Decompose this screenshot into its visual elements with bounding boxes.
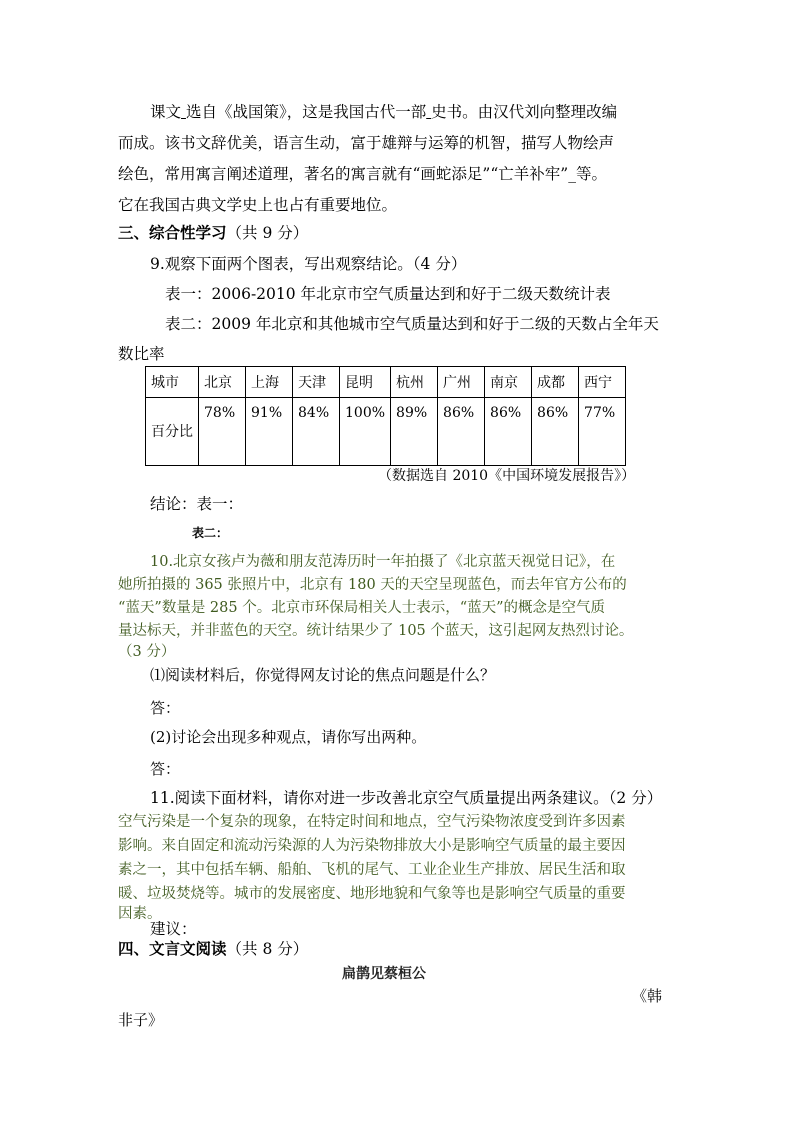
heading-text: 四、文言文阅读 [118,939,227,958]
table-cell: 84% [293,398,340,466]
table-cell: 100% [340,398,391,466]
suggestion-label: 建议： [150,920,197,938]
table-row [146,367,626,398]
question-10-line-5: （3 分） [118,644,176,660]
table-header-city: 城市 [146,367,199,398]
city-percent-table [145,366,626,466]
intro-text: 绘色，常用寓言阐述道理，著名的寓言就有“画蛇添足”“亡羊补牢” [118,165,569,183]
question-10-line-4: 量达标天，并非蓝色的天空。统计结果少了 105 个蓝天，这引起网友热烈讨论。 [118,623,634,639]
section4-heading [118,937,308,959]
question-10-line-1: 10.北京女孩卢为薇和朋友范涛历时一年拍摄了《北京蓝天视觉日记》，在 [150,554,616,570]
heading-text: 三、综合性学习 [118,223,227,242]
question-11-material-5: 因素。 [118,906,162,922]
table-cell: 86% [485,398,532,466]
question-11-material-2: 影响。来自固定和流动污染源的人为污染物排放大小是影响空气质量的最主要因 [118,838,626,854]
table2-title-cont: 数比率 [118,345,165,363]
table-cell: 86% [532,398,579,466]
intro-text: 史书。由汉代刘向整理改编 [431,103,618,121]
question-11: 11.阅读下面材料，请你对进一步改善北京空气质量提出两条建议。（2 分） [150,789,663,807]
table-cell: 78% [199,398,246,466]
table-header-percent: 百分比 [146,398,199,466]
section3-heading [118,221,308,243]
heading-score: （共 9 分） [226,224,309,242]
intro-line-3 [118,162,607,184]
question-11-material-1: 空气污染是一个复杂的现象，在特定时间和地点，空气污染物浓度受到许多因素 [118,814,626,830]
question-10-sub-1: ⑴阅读材料后，你觉得网友讨论的焦点问题是什么？ [150,666,496,684]
table2-title: 表二：2009 年北京和其他城市空气质量达到和好于二级的天数占全年天 [165,315,659,333]
question-11-material-4: 暖、垃圾焚烧等。城市的发展密度、地形地貌和气象等也是影响空气质量的重要 [118,886,626,902]
intro-text: _等。 [568,165,607,183]
table-cell: 77% [579,398,626,466]
intro-text: 课文 [150,103,182,121]
table-cell: 天津 [293,367,340,398]
table-cell: 广州 [438,367,485,398]
table-row [146,398,626,466]
classical-text-title: 扁鹊见蔡桓公 [342,966,426,982]
classical-text-author: 《韩 [632,987,663,1005]
table-source: （数据选自 2010《中国环境发展报告》） [378,468,636,484]
table-cell: 昆明 [340,367,391,398]
intro-line-1 [150,100,617,122]
table-cell: 86% [438,398,485,466]
question-11-material-3: 素之一，其中包括车辆、船舶、飞机的尾气、工业企业生产排放、居民生活和取 [118,862,626,878]
conclusion-table1: 结论：表一： [150,495,244,513]
table-cell: 89% [391,398,438,466]
table-cell: 成都 [532,367,579,398]
question-10-sub-2: (2)讨论会出现多种观点，请你写出两种。 [150,728,427,746]
heading-score: （共 8 分） [226,940,309,958]
conclusion-table2: 表二： [192,526,229,540]
table-cell: 北京 [199,367,246,398]
table-cell: 杭州 [391,367,438,398]
table-cell: 南京 [485,367,532,398]
intro-text: 选自《战国策》，这是我国古代一部 [185,103,427,121]
table1-title: 表一：2006-2010 年北京市空气质量达到和好于二级天数统计表 [165,285,611,303]
answer-2-label: 答： [150,760,181,778]
table-cell: 上海 [246,367,293,398]
question-10-line-2: 她所拍摄的 365 张照片中，北京有 180 天的天空呈现蓝色，而去年官方公布的 [118,577,627,593]
question-10-line-3: “蓝天”数量是 285 个。北京市环保局相关人士表示，“蓝天”的概念是空气质 [118,600,606,616]
table-cell: 91% [246,398,293,466]
intro-line-4: 它在我国古典文学史上也占有重要地位。 [118,196,398,214]
question-9: 9.观察下面两个图表，写出观察结论。（4 分） [150,255,467,273]
classical-text-author-cont: 非子》 [118,1011,164,1029]
table-cell: 西宁 [579,367,626,398]
intro-line-2: 而成。该书文辞优美，语言生动，富于雄辩与运筹的机智，描写人物绘声 [118,134,615,152]
answer-1-label: 答： [150,699,181,717]
